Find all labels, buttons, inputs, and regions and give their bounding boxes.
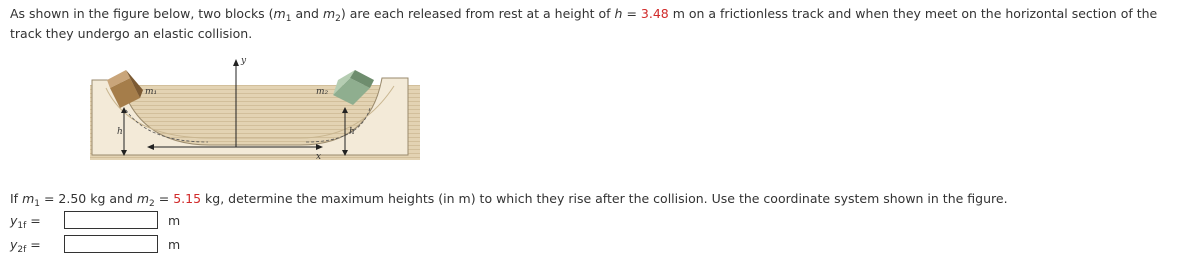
y2f-input[interactable]	[64, 235, 158, 253]
intro-text-b: ) are each released from rest at a height of	[340, 6, 615, 21]
problem-statement-line-1	[10, 6, 1158, 24]
question-line	[10, 191, 1008, 209]
m2-subscript: 2	[335, 14, 341, 24]
m2-label: m₂	[316, 87, 329, 97]
h-left-label: h	[117, 127, 123, 137]
m2-mass-value: 5.15	[173, 191, 202, 206]
intro-text-a: As shown in the figure below, two blocks (	[10, 6, 274, 21]
y2f-unit: m	[168, 237, 181, 252]
x-axis-label: x	[316, 152, 322, 162]
y2f-var: y	[10, 237, 18, 252]
question-m2-symbol: m	[136, 191, 150, 206]
question-rest: kg, determine the maximum heights (in m) to which they rise after the collision. Use the coordinate system shown in the figure.	[201, 191, 1008, 206]
y1f-var: y	[10, 213, 18, 228]
y1f-label	[10, 213, 41, 231]
h-right-label: h	[349, 127, 355, 137]
y1f-sub: 1f	[17, 221, 27, 231]
question-m2-subscript: 2	[149, 199, 155, 209]
y-axis-arrow	[233, 59, 239, 66]
m1-subscript: 1	[285, 14, 292, 24]
question-m1-symbol: m	[22, 191, 35, 206]
question-m1-subscript: 1	[34, 199, 40, 209]
question-if: If	[10, 191, 23, 206]
y2f-sub: 2f	[17, 245, 27, 255]
y1f-unit: m	[168, 213, 181, 228]
m1-label: m₁	[145, 87, 158, 97]
y2f-label	[10, 237, 41, 255]
and-text: and	[291, 6, 323, 21]
y1f-input[interactable]	[64, 211, 158, 229]
question-m2-equals: =	[154, 191, 174, 206]
y1f-eq: =	[26, 213, 41, 228]
equals-text: =	[622, 6, 641, 21]
m2-symbol: m	[322, 6, 336, 21]
intro-text-line2: track they undergo an elastic collision.	[10, 26, 253, 41]
m1-symbol: m	[273, 6, 286, 21]
y2f-eq: =	[26, 237, 41, 252]
problem-statement-line-2	[10, 26, 252, 41]
y-axis-label: y	[241, 56, 247, 66]
track-figure	[90, 50, 420, 165]
height-value: 3.48	[640, 6, 669, 21]
question-m1-value: = 2.50 kg and	[39, 191, 137, 206]
intro-text-c: m on a frictionless track and when they meet on the horizontal section of the	[668, 6, 1158, 21]
h-symbol: h	[614, 6, 623, 21]
